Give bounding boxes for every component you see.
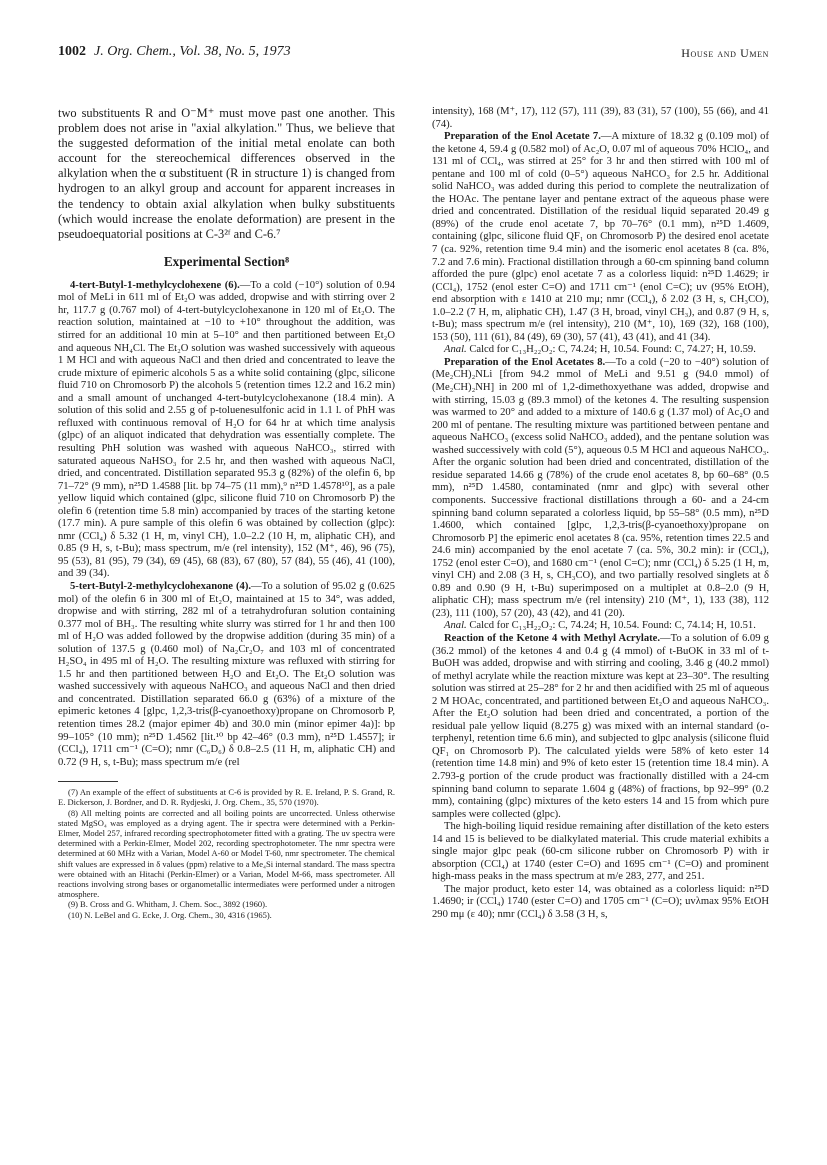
paragraph-analysis-8 (432, 620, 769, 633)
paragraph-body: —A mixture of 18.32 g (0.109 mol) of the ketone 4, 59.4 g (0.582 mol) of Ac₂O, 0.07 ml of aqueous 70% HClO₄, and 131 ml of CCl₄, was stirred at 25° for 3 hr and then stirred with 100 ml of pentane and 100 ml of cold (0–5°) aqueous NaHCO₃ for 2.5 hr. Additional solid NaHCO₃ was added during this period to complete the neutralization of the HOAc. The pentane layer and pentane extract of the aqueous phase were dried and concentrated. Distillation of the residual liquid separated 20.49 g (89%) of the crude enol acetate 7, bp 70–76° (0.1 mm), n²⁵D 1.4609, containing (glpc, silicone fluid QF₁ on Chromosorb P) the desired enol acetate 7 (ca. 92%, retention time 9.4 min) and the isomeric enol acetates 8 (ca. 8%, 7.2 and 7.6 min). Fractional distillation through a 60-cm spinning band column afforded the pure (glpc) enol acetate 7 as a colorless liquid: n²⁵D 1.4629; ir (CCl₄), 1752 (enol ester C=O) and 1711 cm⁻¹ (enol C=C); uv (95% EtOH), end absorption with ε 1410 at 210 mμ; nmr (CCl₄), δ 2.02 (3 H, s, CH₃CO), 1.0–2.2 (7 H, m, aliphatic CH), 1.47 (3 H, broad, vinyl CH₃), and 0.87 (9 H, s, t-Bu); mass spectrum m/e (rel intensity), 210 (M⁺, 10), 169 (32), 168 (100), 153 (50), 111 (61), 84 (49), 69 (30), 57 (41), 43 (41), and 41 (34). (432, 131, 769, 343)
paragraph-body: —To a solution of 6.09 g (36.2 mmol) of the ketones 4 and 0.4 g (4 mmol) of t-BuOK in 33 ml of t-BuOH was added, dropwise and with stirring and cooling, 3.46 g (40.2 mmol) of methyl acrylate while the reaction mixture was kept at 23–30°. The resulting solution was stirred at 25–28° for 2 hr and then acidified with 25 ml of aqueous 2 M HOAc, concentrated, and partitioned between Et₂O and aqueous NaHCO₃. After the Et₂O solution had been dried and concentrated, a portion of the residual pale yellow liquid (8.275 g) was mixed with an internal standard (o-terphenyl, retention time 6.6 min), and subjected to glpc analysis (silicone fluid QF₁ on Chromosorb P). The calculated yields were 58% of keto ester 14 (retention time 14.8 min) and 9% of keto ester 15 (retention time 18.4 min). A 2.793-g portion of the crude product was fractionally distilled with a 24-cm spinning band column to separate 1.604 g (48%) of fractions, bp 92–99° (0.2 mm), containing (glpc) mixtures of the keto esters 14 and 15 from which pure samples were collected (glpc). (432, 632, 769, 820)
analysis-label: Anal. (444, 344, 467, 356)
continued-paragraph: intensity), 168 (M⁺, 17), 112 (57), 111 (39), 83 (31), 57 (100), 55 (66), and 41 (74). (432, 106, 769, 130)
running-header (58, 46, 769, 64)
footnote-7: (7) An example of the effect of substituents at C-6 is provided by R. E. Ireland, P. S. Grand, R. E. Dickerson, J. Bordner, and D. R. Rydjeski, J. Org. Chem., 35, 570 (1970). (58, 787, 395, 808)
run-in-heading: Reaction of the Ketone 4 with Methyl Acrylate. (444, 632, 661, 644)
paragraph-olefin-6 (58, 280, 395, 581)
footnote-10: (10) N. LeBel and G. Ecke, J. Org. Chem., 30, 4316 (1965). (68, 909, 272, 920)
run-in-heading: Preparation of the Enol Acetate 7. (444, 131, 601, 143)
intro-paragraph: two substituents R and O⁻M⁺ must move past one another. This problem does not arise in "axial alkylation." Thus, we believe that the suggested deformation of the initial metal enolate can both account for the stereochemical differences observed in the alkylation when the α substituent (R in structure 1) is changed from hydrogen to an alkyl group and account for apparent increases in the tendency to obtain axial alkylation when bulky substituents (which would increase the enolate deformation) are present in the pseudoequatorial positions at C-3²ᶠ and C-6.⁷ (58, 106, 395, 241)
analysis-label: Anal. (444, 620, 467, 632)
run-in-heading: 5-tert-Butyl-2-methylcyclohexanone (4). (70, 580, 252, 592)
header-left (58, 46, 291, 59)
right-column (432, 106, 769, 922)
paragraph-enol-acetates-8 (432, 357, 769, 620)
journal-citation: J. Org. Chem., Vol. 38, No. 5, 1973 (94, 44, 291, 59)
paragraph-body: —To a cold (−10°) solution of 0.94 mol of MeLi in 611 ml of Et₂O was added, dropwise and with stirring over 2 hr, 117.7 g (0.767 mol) of 4-tert-butylcyclohexanone in 120 ml of Et₂O. The reaction solution, maintained at −10 to +10° throughout the addition, was stirred for an additional 10 min at 5–10° and then partitioned between Et₂O and aqueous NH₄Cl. The Et₂O solution was washed successively with aqueous 1 M HCl and with aqueous NaCl and then dried and concentrated to leave the crude mixture of epimeric alcohols 5 as a white solid containing (glpc, silicone fluid 710 on Chromosorb P) the alcohols 5 (retention times 12.2 and 16.2 min) and a small amount of unchanged 4-tert-butylcyclohexanone (18.4 min). A solution of this solid and 2.55 g of p-toluenesulfonic acid in 1.1 l. of PhH was refluxed with continuous removal of H₂O for 64 hr at which time analysis (glpc) of an aliquot indicated that dehydration was essentially complete. The resulting PhH solution was washed with aqueous NaHCO₃, stirred with saturated aqueous NaHSO₃ for 2.5 hr, and then washed with aqueous NaCl, dried, and concentrated. Distillation separated 95.3 g (82%) of the olefin 6, bp 71–72° (9 mm), n²⁵D 1.4588 [lit. bp 74–75 (11 mm),⁹ n²⁵D 1.4578¹⁰], as a pale yellow liquid which contained (glpc, silicone fluid 710 on Chromosorb P) the olefin 6 (retention time 5.8 min) accompanied by traces of the starting ketone (17.7 min). A pure sample of this olefin 6 was obtained by collection (glpc): nmr (CCl₄) δ 5.32 (1 H, m, vinyl CH), 1.0–2.2 (10 H, m, aliphatic CH), and 0.85 (9 H, s, t-Bu); mass spectrum, m/e (rel intensity), 152 (M⁺, 46), 96 (75), 95 (53), 81 (95), 79 (34), 69 (45), 68 (83), 67 (80), 57 (84), 55 (46), 41 (100), and 39 (34). (58, 279, 395, 580)
footnote-rule (58, 781, 118, 782)
section-heading: Experimental Section⁸ (163, 253, 290, 269)
footnote-9: (9) B. Cross and G. Whitham, J. Chem. Soc., 3892 (1960). (68, 899, 268, 910)
paragraph-keto-ester-14: The major product, keto ester 14, was obtained as a colorless liquid: n²⁵D 1.4690; ir (CCl₄) 1740 (ester C=O) and 1705 cm⁻¹ (C=O); uvλmax 95% EtOH 290 mμ (ε 40); nmr (CCl₄) δ 3.58 (3 H, s, (432, 883, 769, 920)
run-in-heading: 4-tert-Butyl-1-methylcyclohexene (6). (70, 279, 240, 291)
paragraph-body: —To a cold (−20 to −40°) solution of (Me₂CH)₂NLi [from 94.2 mmol of MeLi and 9.51 g (94.0 mmol) of (Me₂CH)₂NH] in 200 ml of 1,2-dimethoxyethane was added, dropwise and with stirring, 15.03 g (89.3 mmol) of the ketones 4. The resulting suspension was warmed to 20° and added to a mixture of 140.6 g (1.37 mol) of Ac₂O and 200 ml of pentane. The resulting mixture was partitioned between pentane and aqueous NaHCO₃ (excess solid NaHCO₃ added), and the pentane solution was washed successively with cold (5°), aqueous 0.5 M HCl and aqueous NaHCO₃. After the organic solution had been dried and concentrated, distillation of the residue separated 14.66 g (78%) of the crude enol acetates 8, bp 60–68° (0.5 mm), n²⁵D 1.4580, contaminated (nmr and glpc) with several other components. Successive fractional distillations through a 60- and a 24-cm spinning band column separated a colorless liquid, bp 55–58° (0.5 mm), n²⁵D 1.4600, which contained [glpc, 1,2,3-tris(β-cyanoethoxy)propane on Chromosorb P] the epimeric enol acetates 8 (ca. 95%, retention times 22.5 and 24.6 min) accompanied by the enol acetate 7 (ca. 5%, 30.2 min): ir (CCl₄), 1752 (enol ester C=O), and 1680 cm⁻¹ (enol C=C); nmr (CCl₄) δ 5.25 (1 H, m, vinyl CH) and 2.08 (3 H, s, CH₃CO), and two partially resolved singlets at δ 0.89 and 0.90 (9 H, t-Bu) superimposed on a multiplet at 0.8–2.0 (9 H, aliphatic CH); mass spectrum m/e (rel intensity) 210 (M⁺, 1), 133 (38), 112 (23), 111 (100), 57 (20), 43 (42), and 41 (20). (432, 356, 769, 619)
paragraph-enol-acetate-7 (432, 131, 769, 344)
paragraph-body: —To a solution of 95.02 g (0.625 mol) of the olefin 6 in 300 ml of Et₂O, maintained at 15 to 34°, was added, dropwise and with stirring, 282 ml of a tetrahydrofuran solution containing 0.377 mol of BH₃. The resulting white slurry was stirred for 1 hr and then 100 ml of H₂O was added followed by the dropwise addition (during 35 min) of a solution of 137.5 g (0.460 mol) of Na₂Cr₂O₇ and 103 ml of concentrated H₂SO₄ in 495 ml of H₂O. The resulting mixture was refluxed with stirring for 1.5 hr and then partitioned between H₂O and Et₂O. The Et₂O solution was washed successively with aqueous NaHCO₃ and aqueous NaCl and then dried and concentrated. Distillation separated 66.0 g (63%) of a mixture of the epimeric ketones 4 [glpc, 1,2,3-tris(β-cyanoethoxy)propane on Chromosorb P, retention times 28.2 (major epimer 4b) and 30.0 min (minor epimer 4a)]: bp 99–105° (10 mm); n²⁵D 1.4562 [lit.¹⁰ bp 42–46° (0.3 mm), n²⁵D 1.4557]; ir (CCl₄), 1711 cm⁻¹ (C=O); nmr (C₆D₆) δ 0.8–2.5 (11 H, m, aliphatic CH) and 0.72 (9 H, s, t-Bu); mass spectrum m/e (rel (58, 580, 395, 768)
left-column (58, 106, 395, 920)
author-names: House and Umen (681, 46, 769, 60)
footnote-8: (8) All melting points are corrected and all boiling points are uncorrected. Unless otherwise stated MgSO₄ was employed as a drying agent. The ir spectra were determined with a Perkin-Elmer, Model 257, infrared recording spectrophotometer fitted with a grating. The uv spectra were determined with a Perkin-Elmer, Model 202, recording spectrophotometer. The nmr spectra were determined at 60 MHz with a Varian, Model A-60 or Model T-60, nmr spectrometer. The chemical shift values are expressed in δ values (ppm) relative to a Me₄Si internal standard. The mass spectra were obtained with an Hitachi (Perkin-Elmer) or a Varian, Model M-66, mass spectrometer. All reactions involving strong bases or organometallic intermediates were performed under a nitrogen atmosphere. (58, 807, 395, 900)
run-in-heading: Preparation of the Enol Acetates 8. (444, 356, 606, 368)
paragraph-analysis-7 (432, 344, 769, 357)
paragraph-ketone-4 (58, 581, 395, 769)
paragraph-methyl-acrylate (432, 633, 769, 821)
paragraph-residue: The high-boiling liquid residue remaining after distillation of the keto esters 14 and 15 is believed to be dialkylated material. This crude material exhibits a single major glpc peak (60-cm silicone rubber on Chromosorb P) with ir absorption (CCl₄) at 1740 (ester C=O) and 1695 cm⁻¹ (C=O) and prominent high-mass peaks in the mass spectrum at m/e 283, 277, and 251. (432, 821, 769, 883)
paragraph-body: Calcd for C₁₃H₂₂O₂: C, 74.24; H, 10.54. Found: C, 74.27; H, 10.59. (466, 344, 756, 356)
page-number: 1002 (58, 44, 86, 59)
paragraph-body: Calcd for C₁₃H₂₂O₂: C, 74.24; H, 10.54. Found: C, 74.14; H, 10.51. (466, 620, 756, 632)
